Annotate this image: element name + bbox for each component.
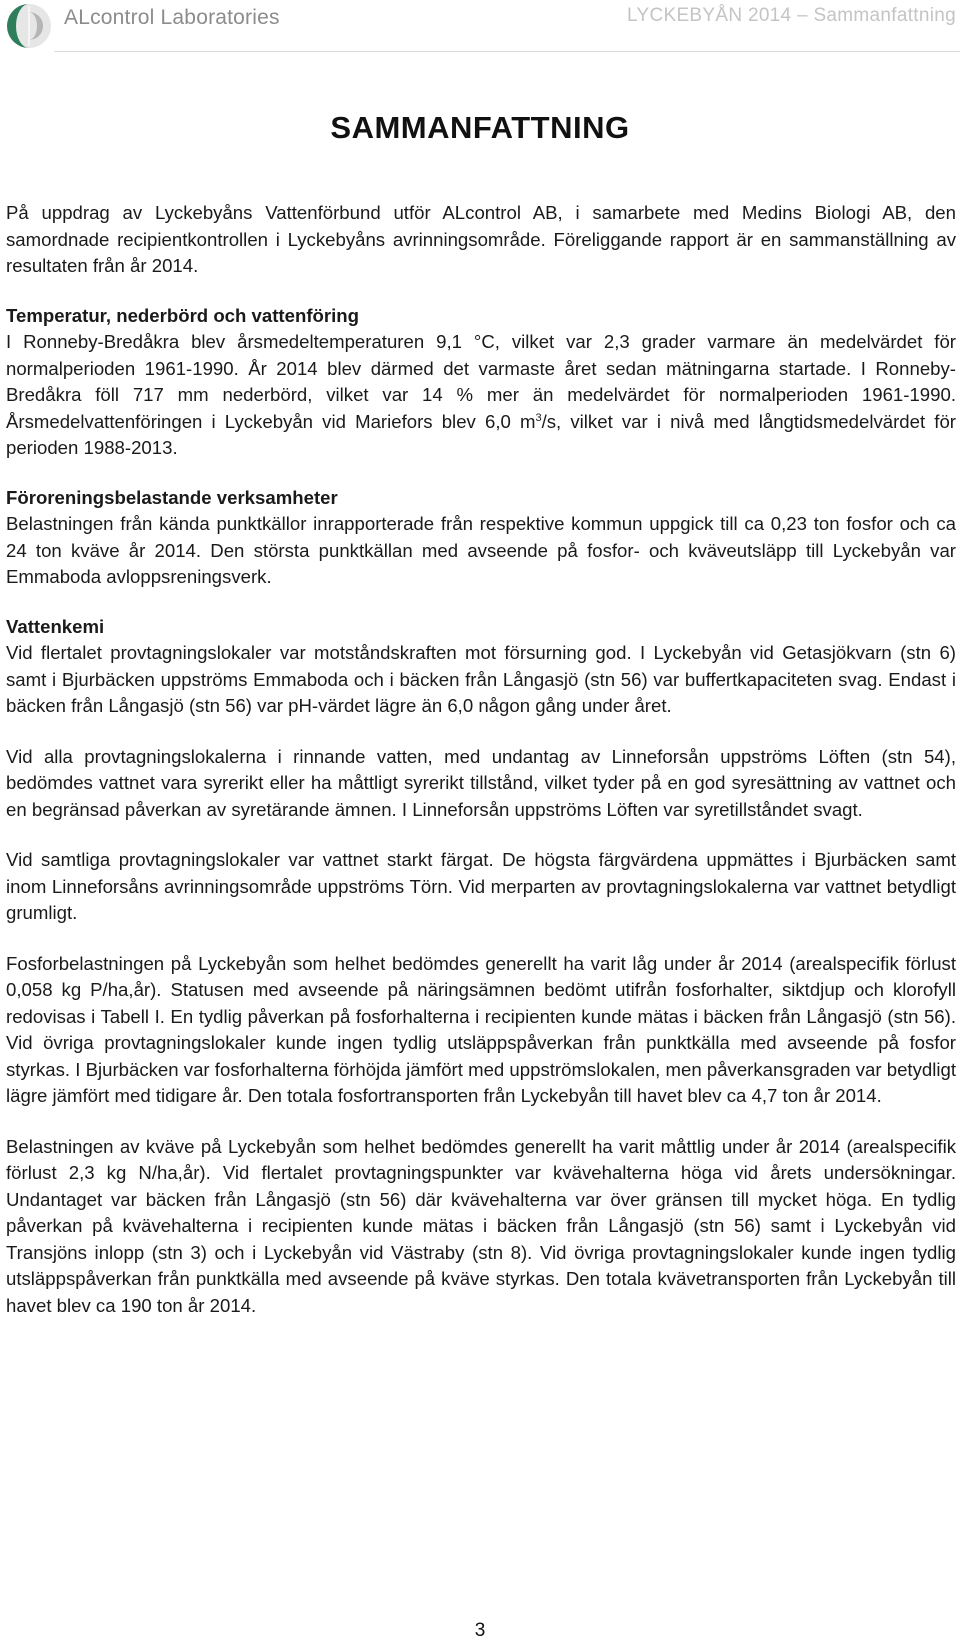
page-title: SAMMANFATTNING — [330, 110, 630, 145]
section-heading-temperature: Temperatur, nederbörd och vattenföring — [6, 304, 359, 326]
alcontrol-logo-icon — [5, 2, 53, 50]
chemistry-paragraph-color: Vid samtliga provtagningslokaler var vattnet starkt färgat. De högsta färgvärdena uppmättes i Bjurbäcken samt inom Linneforsåns avrinningsområde uppströms Törn. Vid merparten av provtagningslokalerna var vattnet betydligt grumligt. — [6, 849, 956, 923]
temperature-text-a: I Ronneby-Bredåkra blev årsmedeltemperaturen 9,1 °C, vilket var 2,3 grader varmare än medelvärdet för normalperioden 1961-1990. År 2014 blev därmed det varmaste året sedan mätningarna startade. I Ronneby-Bredåkra föll 717 mm nederbörd, vilket var 14 % mer än medelvärdet för normalperioden 1961-1990. Årsmedelvattenföringen i Lyckebyån vid Mariefors blev 6,0 m — [6, 331, 956, 432]
header-divider — [54, 51, 960, 52]
temperature-paragraph — [6, 329, 956, 462]
running-title: LYCKEBYÅN 2014 – Sammanfattning — [627, 5, 956, 26]
temperature-text-b: /s, vilket var i nivå med långtidsmedelvärdet för perioden 1988-2013. — [6, 410, 956, 458]
summary-content — [6, 200, 956, 1319]
section-heading-chemistry: Vattenkemi — [6, 615, 105, 637]
brand-name: ALcontrol Laboratories — [64, 6, 280, 29]
chemistry-paragraph-acid: Vid flertalet provtagningslokaler var motståndskraften mot försurning god. I Lyckebyån vid Getasjökvarn (stn 6) samt i Bjurbäcken uppströms Emmaboda och i bäcken från Långasjö (stn 56) var buffertkapaciteten svag. Endast i bäcken från Långasjö (stn 56) var pH-värdet lägre än 6,0 någon gång under året. — [6, 642, 956, 716]
intro-paragraph: På uppdrag av Lyckebyåns Vattenförbund utför ALcontrol AB, i samarbete med Medins Biologi AB, den samordnade recipientkontrollen i Lyckebyåns avrinningsområde. Föreliggande rapport är en sammanställning av resultaten från år 2014. — [6, 202, 956, 276]
section-heading-pollution: Föroreningsbelastande verksamheter — [6, 486, 338, 508]
page-header — [0, 0, 960, 52]
page-number: 3 — [474, 1620, 486, 1641]
chemistry-paragraph-nitrogen: Belastningen av kväve på Lyckebyån som helhet bedömdes generellt ha varit måttlig under år 2014 (arealspecifik förlust 2,3 kg N/ha,år). Vid flertalet provtagningspunkter var kvävehalterna höga vid årets undersökningar. Undantaget var bäcken från Långasjö (stn 56) där kvävehalterna var över gränsen till mycket höga. En tydlig påverkan på kvävehalterna i recipienten kunde mätas i bäcken från Långasjö (stn 56) samt i Lyckebyån vid Transjöns inlopp (stn 3) och i Lyckebyån vid Västraby (stn 8). Vid övriga provtagningslokaler kunde ingen tydlig utsläppspåverkan från punktkälla med avseende på kväve styrkas. Den totala kvävetransporten från Lyckebyån till havet blev ca 190 ton år 2014. — [6, 1135, 956, 1316]
pollution-paragraph: Belastningen från kända punktkällor inrapporterade från respektive kommun uppgick till ca 0,23 ton fosfor och ca 24 ton kväve år 2014. Den största punktkällan med avseende på fosfor- och kväveutsläpp till Lyckebyån var Emmaboda avloppsreningsverk. — [6, 513, 956, 587]
cubic-superscript: 3 — [535, 411, 542, 424]
chemistry-paragraph-phosphorus: Fosforbelastningen på Lyckebyån som helhet bedömdes generellt ha varit låg under år 2014 (arealspecifik förlust 0,058 kg P/ha,år). Statusen med avseende på näringsämnen bedömt utifrån fosforhalter, siktdjup och klorofyll redovisas i Tabell I. En tydlig påverkan på fosforhalterna i recipienten kunde mätas i bäcken från Långasjö (stn 56). Vid övriga provtagningslokaler kunde ingen tydlig utsläppspåverkan från punktkälla med avseende på fosfor styrkas. I Bjurbäcken var fosforhalterna förhöjda jämfört med uppströmslokalen, men påverkansgraden var betydligt lägre jämfört med tidigare år. Den totala fosfortransporten från Lyckebyån till havet blev ca 4,7 ton år 2014. — [6, 952, 956, 1106]
chemistry-paragraph-oxygen: Vid alla provtagningslokalerna i rinnande vatten, med undantag av Linneforsån uppströms Löften (stn 54), bedömdes vattnet vara syrerikt eller ha måttligt syrerikt tillstånd, vilket tyder på en god syresättning av vattnet och en begränsad påverkan av syretärande ämnen. I Linneforsån uppströms Löften var syretillståndet svagt. — [6, 745, 956, 820]
